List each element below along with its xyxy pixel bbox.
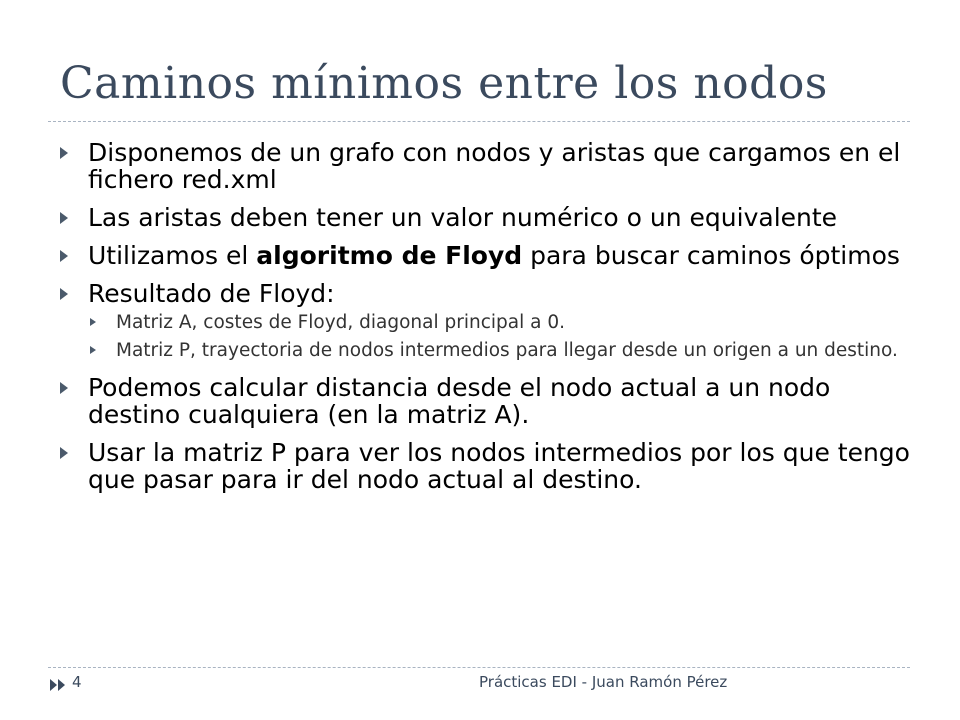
bullet-arrow-icon xyxy=(60,250,68,262)
sub-bullet-text: Matriz A, costes de Floyd, diagonal principal a 0. xyxy=(116,312,566,333)
bullet-item xyxy=(58,374,920,428)
bullet-item xyxy=(58,139,920,193)
sub-bullet-arrow-icon xyxy=(90,346,96,354)
page-number: 4 xyxy=(72,673,82,691)
slide-body xyxy=(58,128,920,493)
bullet-arrow-icon xyxy=(60,288,68,300)
bullet-text: Usar la matriz P para ver los nodos intermedios por los que tengo que pasar para ir del nodo actual al destino. xyxy=(88,438,910,494)
bullet-arrow-icon xyxy=(60,447,68,459)
bullet-item xyxy=(58,204,920,231)
sub-bullet-text: Matriz P, trayectoria de nodos intermedios para llegar desde un origen a un destino. xyxy=(116,340,898,361)
bullet-text: Resultado de Floyd: xyxy=(88,279,335,308)
bullet-text: Podemos calcular distancia desde el nodo actual a un nodo destino cualquiera (en la matriz A). xyxy=(88,373,831,429)
bullet-text-pre: Utilizamos el xyxy=(88,241,257,270)
sub-bullet-item xyxy=(58,339,920,363)
bullet-arrow-icon xyxy=(60,212,68,224)
bullet-item xyxy=(58,280,920,307)
sub-bullet-item xyxy=(58,311,920,335)
bullet-text-post: para buscar caminos óptimos xyxy=(522,241,900,270)
bullet-item xyxy=(58,242,920,269)
footer-text: Prácticas EDI - Juan Ramón Pérez xyxy=(479,673,728,691)
footer-divider xyxy=(48,667,910,668)
slide-title: Caminos mínimos entre los nodos xyxy=(60,58,828,109)
sub-bullet-arrow-icon xyxy=(90,318,96,326)
title-divider xyxy=(48,121,910,122)
bullet-item xyxy=(58,439,920,493)
bullet-arrow-icon xyxy=(60,382,68,394)
bullet-text-bold: algoritmo de Floyd xyxy=(256,241,523,270)
bullet-text xyxy=(88,241,900,270)
bullet-text: Las aristas deben tener un valor numérico o un equivalente xyxy=(88,203,838,232)
footer-arrows-icon xyxy=(50,676,66,695)
bullet-arrow-icon xyxy=(60,147,68,159)
bullet-text: Disponemos de un grafo con nodos y aristas que cargamos en el fichero red.xml xyxy=(88,138,901,194)
